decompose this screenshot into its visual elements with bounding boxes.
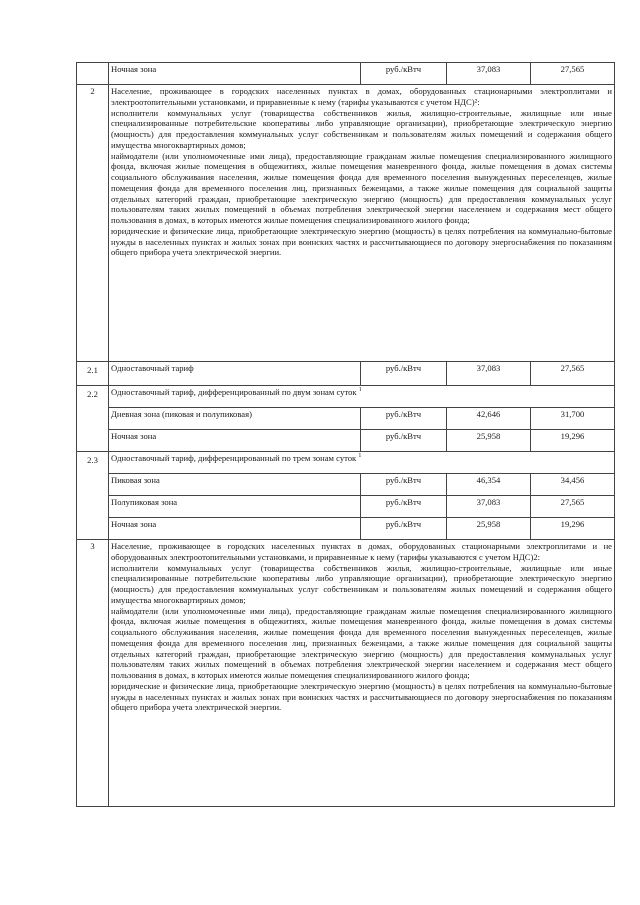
tariff-value-2: 27,565 [531,63,615,85]
zone-label: Ночная зона [109,63,361,85]
unit-cell: руб./кВтч [361,63,447,85]
zone-label: Ночная зона [109,518,361,540]
tariff-label: Одноставочный тариф [109,362,361,386]
table-row [77,540,615,807]
table-row [77,496,615,518]
table-row [77,408,615,430]
footnote-marker: 1 [358,453,362,460]
tariff-value-1: 37,083 [447,496,531,518]
row-number: 3 [77,540,109,807]
section-paragraph: юридические и физические лица, приобретающие электрическую энергию (мощность) в целях потребления на коммунально-бытовые нужды в населенных пунктах и жилых зонах при воинских частях и рассчитывающиеся по договору энергоснабжения по показаниям общего прибора учета электрической энергии. [111,680,612,713]
row-number: 2 [77,85,109,362]
group-title-text: Одноставочный тариф, дифференцированный по трем зонам суток [111,453,357,463]
section-intro: Население, проживающее в городских населенных пунктах в домах, оборудованных стационарными электроплитами и не оборудованных электроотопительными установками, и приравненные к нему (тарифы указываются с учетом НДС)2: [111,541,612,562]
table-row [77,474,615,496]
zone-label: Дневная зона (пиковая и полупиковая) [109,408,361,430]
tariff-value-2: 31,700 [531,408,615,430]
unit-cell: руб./кВтч [361,518,447,540]
tariff-value-1: 37,083 [447,63,531,85]
unit-cell: руб./кВтч [361,430,447,452]
section-intro: Население, проживающее в городских населенных пунктах в домах, оборудованных стационарными электроплитами и электроотопительными установками, и приравненные к нему (тарифы указываются с учетом НДС)²: [111,86,612,107]
tariff-value-1: 42,646 [447,408,531,430]
tariff-value-1: 37,083 [447,362,531,386]
tariff-group-title [109,452,615,474]
table-row [77,362,615,386]
section-paragraph: исполнители коммунальных услуг (товарищества собственников жилья, жилищно-строительные, жилищные или иные специализированные потребительские кооперативы либо управляющие организации), приобретающие электрическую энергию (мощность) для предоставления коммунальных услуг собственникам и пользователям жилых помещений и содержания общего имущества многоквартирных домов; [111,107,612,150]
tariff-value-2: 27,565 [531,362,615,386]
tariff-value-2: 27,565 [531,496,615,518]
group-title-text: Одноставочный тариф, дифференцированный по двум зонам суток [111,387,357,397]
tariff-value-2: 19,296 [531,430,615,452]
row-number: 2.2 [77,386,109,452]
unit-cell: руб./кВтч [361,474,447,496]
row-number-cell [77,63,109,85]
table-row [77,63,615,85]
section-description [109,540,615,807]
unit-cell: руб./кВтч [361,496,447,518]
unit-cell: руб./кВтч [361,408,447,430]
tariff-value-1: 25,958 [447,518,531,540]
table-row [77,386,615,408]
section-paragraph: наймодатели (или уполномоченные ими лица), предоставляющие гражданам жилые помещения специализированного жилищного фонда, включая жилые помещения в общежитиях, жилые помещения маневренного фонда, жилые помещения в домах системы социального обслуживания населения, жилые помещения фонда для временного поселения вынужденных переселенцев, жилые помещения фонда для временного поселения лиц, признанных беженцами, а также жилые помещения для социальной защиты отдельных категорий граждан, приобретающие электрическую энергию (мощность) для предоставления коммунальных услуг пользователям таких жилых помещений в объемах потребления электрической энергии населением и содержания мест общего пользования в домах, в которых имеются жилые помещения специализированного жилого фонда; [111,605,612,680]
section-paragraph: наймодатели (или уполномоченные ими лица), предоставляющие гражданам жилые помещения специализированного жилищного фонда, включая жилые помещения в общежитиях, жилые помещения маневренного фонда, жилые помещения в домах системы социального обслуживания населения, жилые помещения фонда для временного поселения вынужденных переселенцев, жилые помещения фонда для временного поселения лиц, признанных беженцами, а также жилые помещения для социальной защиты отдельных категорий граждан, приобретающие электрическую энергию (мощность) для предоставления коммунальных услуг пользователям таких жилых помещений в объемах потребления электрической энергии населением и содержания мест общего пользования в домах, в которых имеются жилые помещения специализированного жилого фонда; [111,150,612,225]
section-paragraph: юридические и физические лица, приобретающие электрическую энергию (мощность) в целях потребления на коммунально-бытовые нужды в населенных пунктах и жилых зонах при воинских частях и рассчитывающиеся по договору энергоснабжения по показаниям общего прибора учета электрической энергии. [111,225,612,258]
tariff-value-1: 25,958 [447,430,531,452]
tariff-value-1: 46,354 [447,474,531,496]
table-row [77,430,615,452]
section-description [109,85,615,362]
section-paragraph: исполнители коммунальных услуг (товарищества собственников жилья, жилищно-строительные, жилищные или иные специализированные потребительские кооперативы либо управляющие организации), приобретающие электрическую энергию (мощность) для предоставления коммунальных услуг собственникам и пользователям жилых помещений и содержания общего имущества многоквартирных домов; [111,562,612,605]
zone-label: Ночная зона [109,430,361,452]
table-row [77,452,615,474]
row-number: 2.3 [77,452,109,540]
zone-label: Полупиковая зона [109,496,361,518]
tariff-value-2: 34,456 [531,474,615,496]
table-row [77,518,615,540]
tariff-value-2: 19,296 [531,518,615,540]
row-number: 2.1 [77,362,109,386]
table-row [77,85,615,362]
tariff-group-title [109,386,615,408]
unit-cell: руб./кВтч [361,362,447,386]
zone-label: Пиковая зона [109,474,361,496]
footnote-marker: 1 [358,387,362,394]
tariff-table [76,62,615,807]
